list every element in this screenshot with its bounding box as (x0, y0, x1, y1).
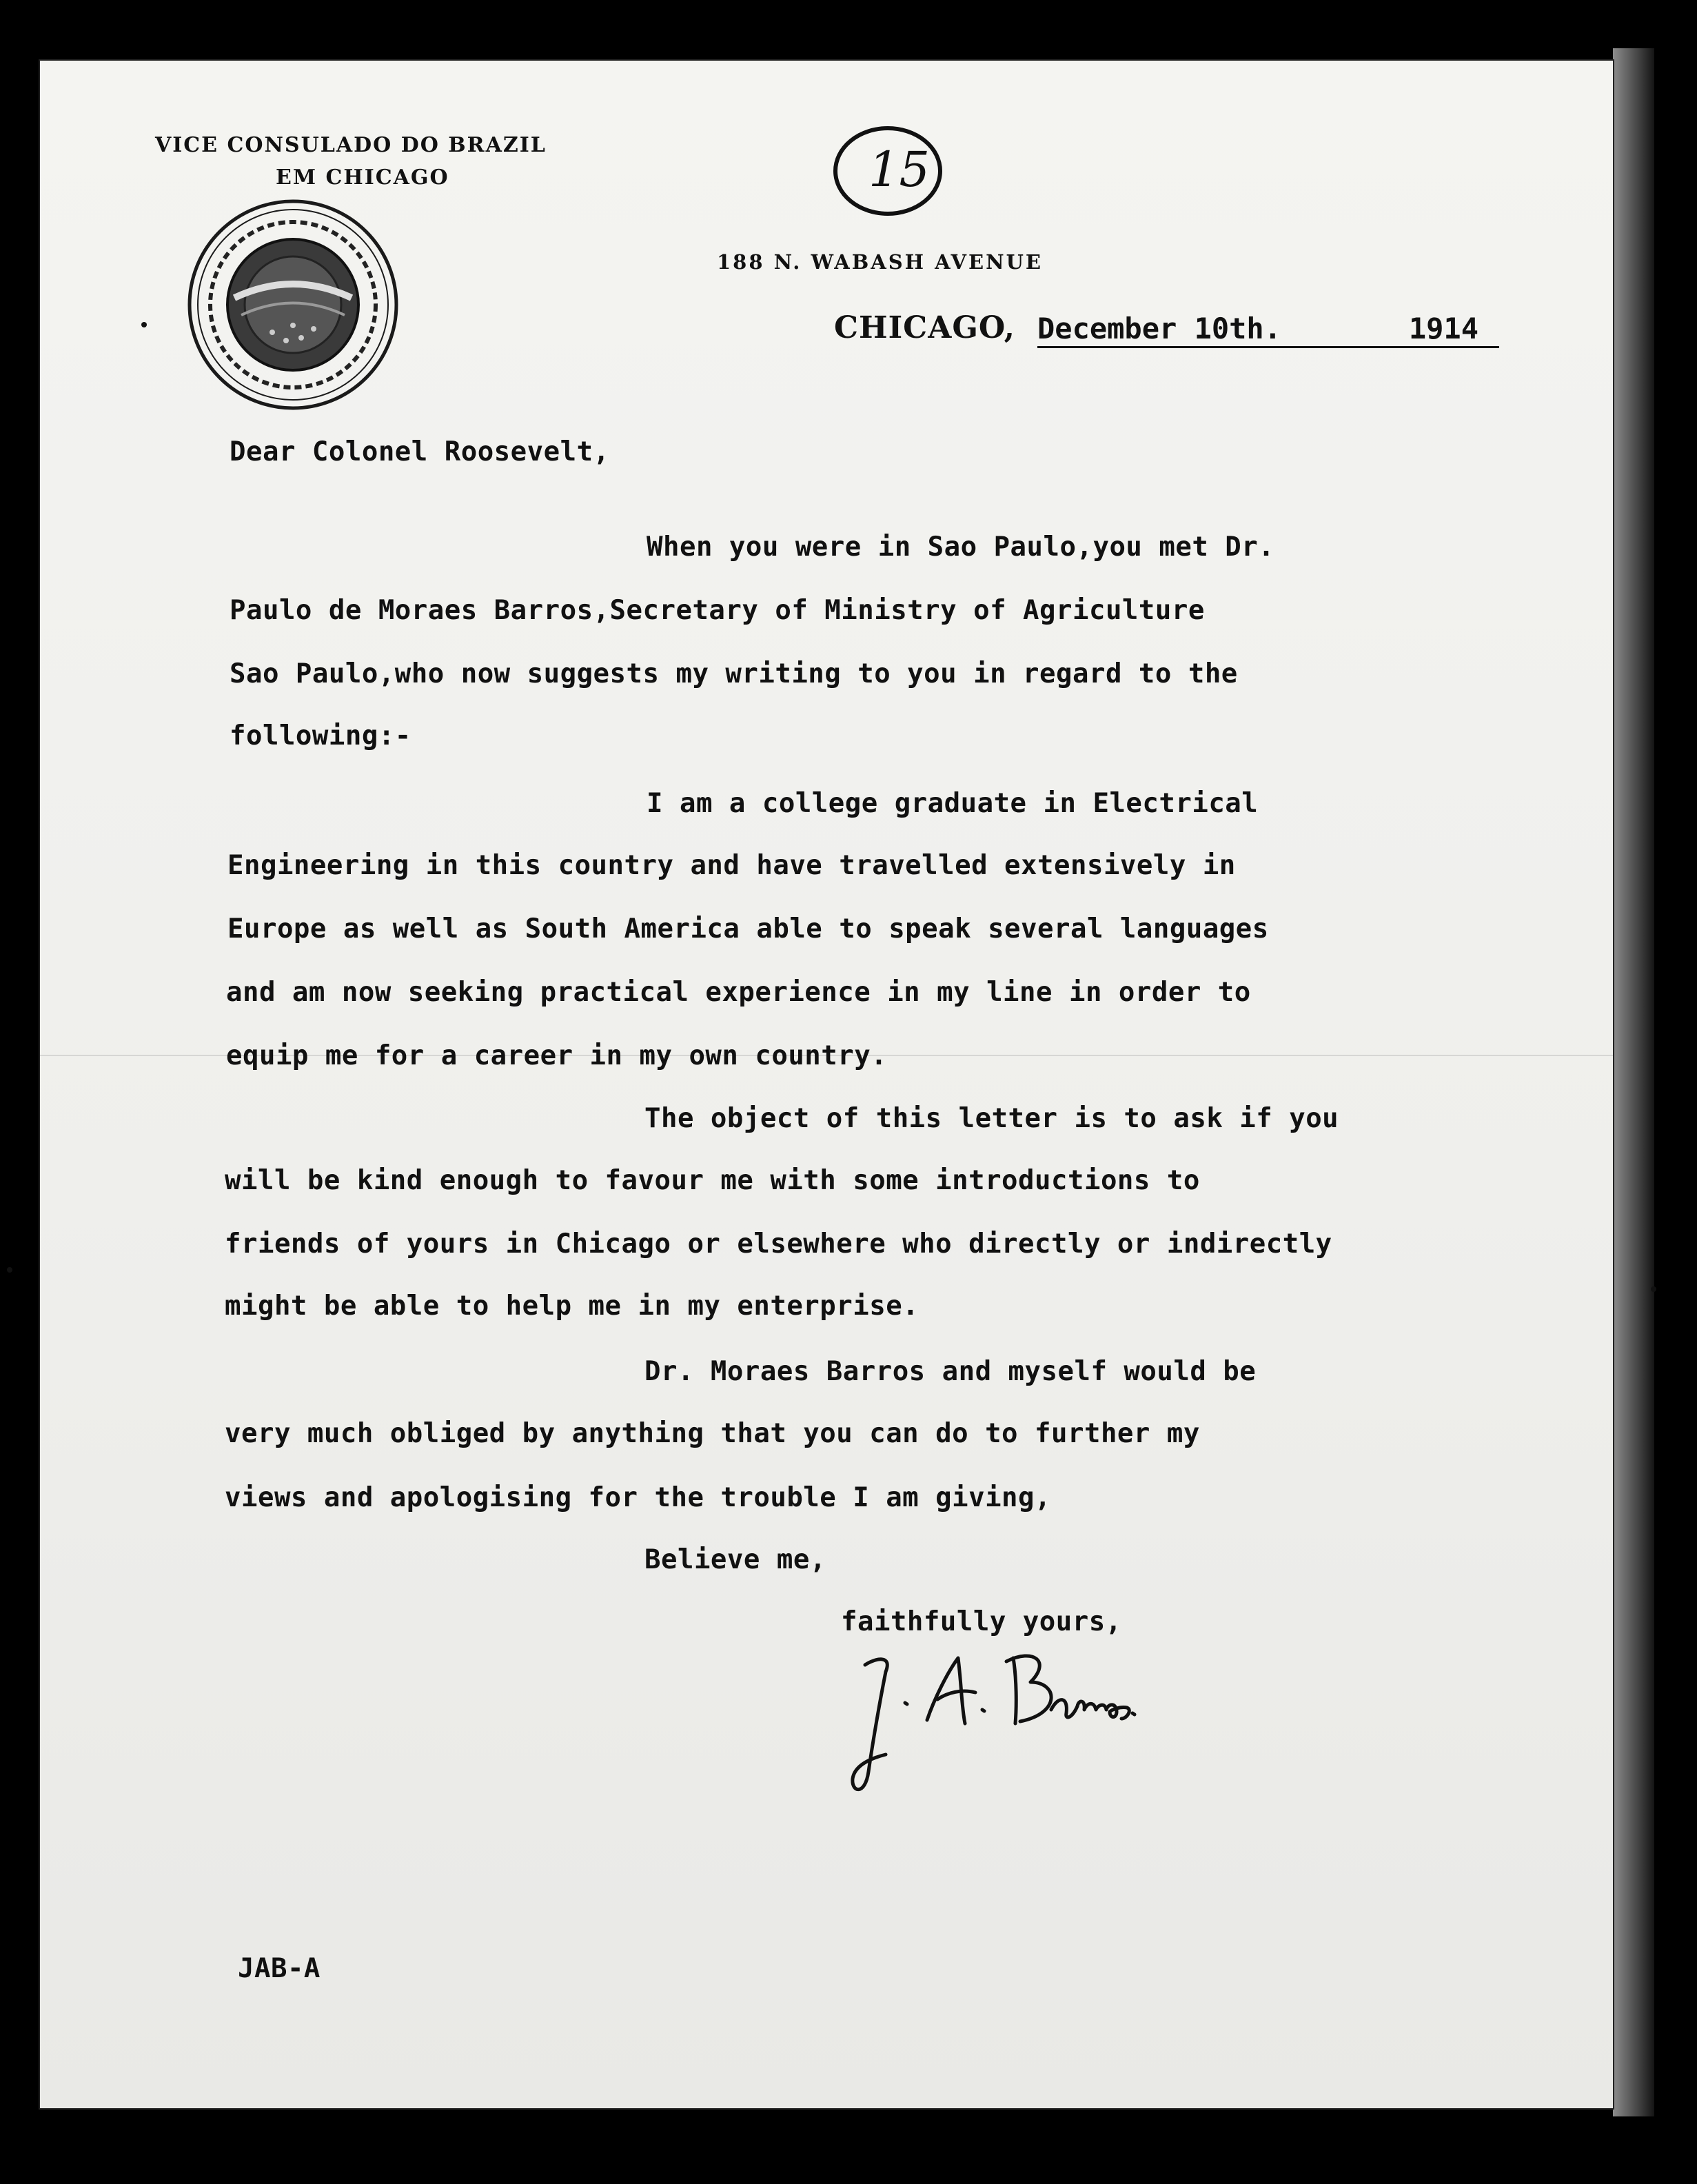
folio-number-circle (827, 117, 951, 221)
body-line: Engineering in this country and have travelled extensively in (227, 850, 1236, 881)
salutation: Dear Colonel Roosevelt, (230, 436, 610, 467)
body-line: following:- (230, 720, 411, 751)
body-line: Dr. Moraes Barros and myself would be (644, 1356, 1257, 1387)
closing-believe: Believe me, (644, 1544, 826, 1575)
body-line: very much obliged by anything that you can do to further my (225, 1418, 1200, 1449)
body-line: and am now seeking practical experience in my line in order to (226, 977, 1251, 1008)
dateline-city: CHICAGO, (834, 310, 1015, 345)
body-line: friends of yours in Chicago or elsewhere who directly or indirectly (225, 1228, 1332, 1260)
body-line: Paulo de Moraes Barros,Secretary of Ministry of Agriculture (230, 595, 1205, 626)
handwritten-signature (844, 1644, 1203, 1803)
letter-year: 1914 (1408, 312, 1478, 345)
closing-faithfully: faithfully yours, (841, 1606, 1122, 1637)
body-line: The object of this letter is to ask if you (644, 1103, 1339, 1134)
body-line: will be kind enough to favour me with some introductions to (225, 1165, 1200, 1196)
body-line: views and apologising for the trouble I am giving, (225, 1482, 1051, 1513)
body-line: equip me for a career in my own country. (226, 1040, 888, 1071)
consular-seal-icon (183, 194, 403, 415)
dateline (1037, 312, 1499, 348)
letterhead-city-line: EM CHICAGO (276, 165, 449, 190)
ink-speck (1651, 1286, 1656, 1292)
letter-date: December 10th. (1037, 312, 1282, 345)
body-line: Europe as well as South America able to speak several languages (227, 913, 1269, 944)
reference-initials: JAB-A (238, 1953, 321, 1984)
page-edge-shadow (1613, 48, 1654, 2116)
folio-number: 15 (868, 141, 931, 198)
body-line: I am a college graduate in Electrical (647, 788, 1259, 819)
letterhead-consulate: VICE CONSULADO DO BRAZIL (155, 133, 547, 157)
ink-speck (141, 322, 147, 327)
body-line: Sao Paulo,who now suggests my writing to you in regard to the (230, 658, 1238, 689)
ink-speck (7, 1267, 12, 1273)
letterhead-address: 188 N. WABASH AVENUE (717, 250, 1044, 274)
body-line: might be able to help me in my enterprise. (225, 1291, 919, 1322)
body-line: When you were in Sao Paulo,you met Dr. (647, 532, 1275, 563)
